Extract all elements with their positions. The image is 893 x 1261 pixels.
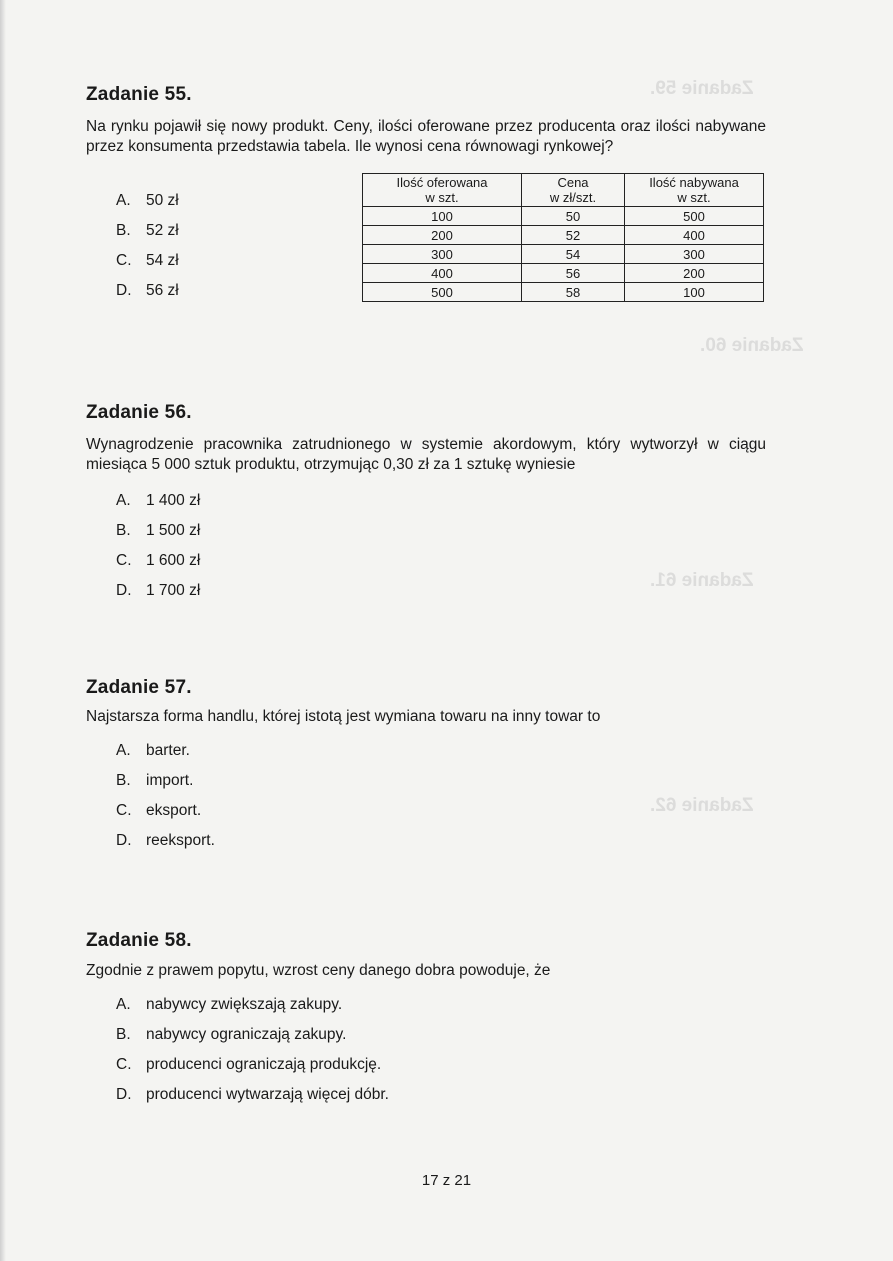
bleed-through: Zadanie 61. bbox=[650, 570, 754, 591]
task-55-heading: Zadanie 55. bbox=[86, 84, 192, 105]
table-row: 300 54 300 bbox=[363, 245, 764, 264]
header-supplied-qty: Ilość oferowana w szt. bbox=[363, 174, 522, 207]
answer-a[interactable]: A. nabywcy zwiększają zakupy. bbox=[116, 996, 343, 1013]
bleed-through: Zadanie 62. bbox=[650, 795, 754, 816]
answer-d[interactable]: D. producenci wytwarzają więcej dóbr. bbox=[116, 1086, 389, 1103]
header-price: Cena w zł/szt. bbox=[522, 174, 625, 207]
answer-c[interactable]: C. 54 zł bbox=[116, 252, 179, 269]
supply-demand-table bbox=[362, 173, 764, 302]
task-58-heading: Zadanie 58. bbox=[86, 930, 192, 951]
task-58-answers bbox=[116, 996, 389, 1116]
table-row: 200 52 400 bbox=[363, 226, 764, 245]
answer-b[interactable]: B. 52 zł bbox=[116, 222, 179, 239]
header-demanded-qty: Ilość nabywana w szt. bbox=[625, 174, 764, 207]
task-57-question: Najstarsza forma handlu, której istotą jest wymiana towaru na inny towar to bbox=[86, 708, 601, 725]
answer-b[interactable]: B. import. bbox=[116, 772, 194, 789]
table-row: 500 58 100 bbox=[363, 283, 764, 302]
task-55-answers bbox=[116, 192, 179, 312]
task-56-question: Wynagrodzenie pracownika zatrudnionego w systemie akordowym, który wytworzył w ciągu miesiąca 5 000 sztuk produktu, otrzymując 0,30 zł za 1 sztukę wyniesie bbox=[86, 436, 766, 473]
answer-c[interactable]: C. 1 600 zł bbox=[116, 552, 201, 569]
answer-c[interactable]: C. eksport. bbox=[116, 802, 202, 819]
task-58-question: Zgodnie z prawem popytu, wzrost ceny danego dobra powoduje, że bbox=[86, 962, 551, 979]
bleed-through: Zadanie 60. bbox=[700, 335, 804, 356]
answer-c[interactable]: C. producenci ograniczają produkcję. bbox=[116, 1056, 382, 1073]
answer-d[interactable]: D. 56 zł bbox=[116, 282, 179, 299]
answer-a[interactable]: A. 50 zł bbox=[116, 192, 179, 209]
answer-d[interactable]: D. reeksport. bbox=[116, 832, 215, 849]
task-57-answers bbox=[116, 742, 215, 862]
task-55-question: Na rynku pojawił się nowy produkt. Ceny, ilości oferowane przez producenta oraz ilości nabywane przez konsumenta przedstawia tabela. Ile wynosi cena równowagi rynkowej? bbox=[86, 118, 766, 155]
bleed-through: Zadanie 59. bbox=[650, 78, 754, 99]
answer-a[interactable]: A. barter. bbox=[116, 742, 190, 759]
table-header-row bbox=[363, 174, 764, 207]
task-56-heading: Zadanie 56. bbox=[86, 402, 192, 423]
answer-d[interactable]: D. 1 700 zł bbox=[116, 582, 201, 599]
page-edge bbox=[0, 0, 6, 1261]
answer-b[interactable]: B. 1 500 zł bbox=[116, 522, 201, 539]
page-number: 17 z 21 bbox=[421, 1172, 472, 1189]
answer-b[interactable]: B. nabywcy ograniczają zakupy. bbox=[116, 1026, 347, 1043]
table-row: 400 56 200 bbox=[363, 264, 764, 283]
answer-a[interactable]: A. 1 400 zł bbox=[116, 492, 201, 509]
task-56-answers bbox=[116, 492, 200, 612]
task-57-heading: Zadanie 57. bbox=[86, 677, 192, 698]
table-row: 100 50 500 bbox=[363, 207, 764, 226]
